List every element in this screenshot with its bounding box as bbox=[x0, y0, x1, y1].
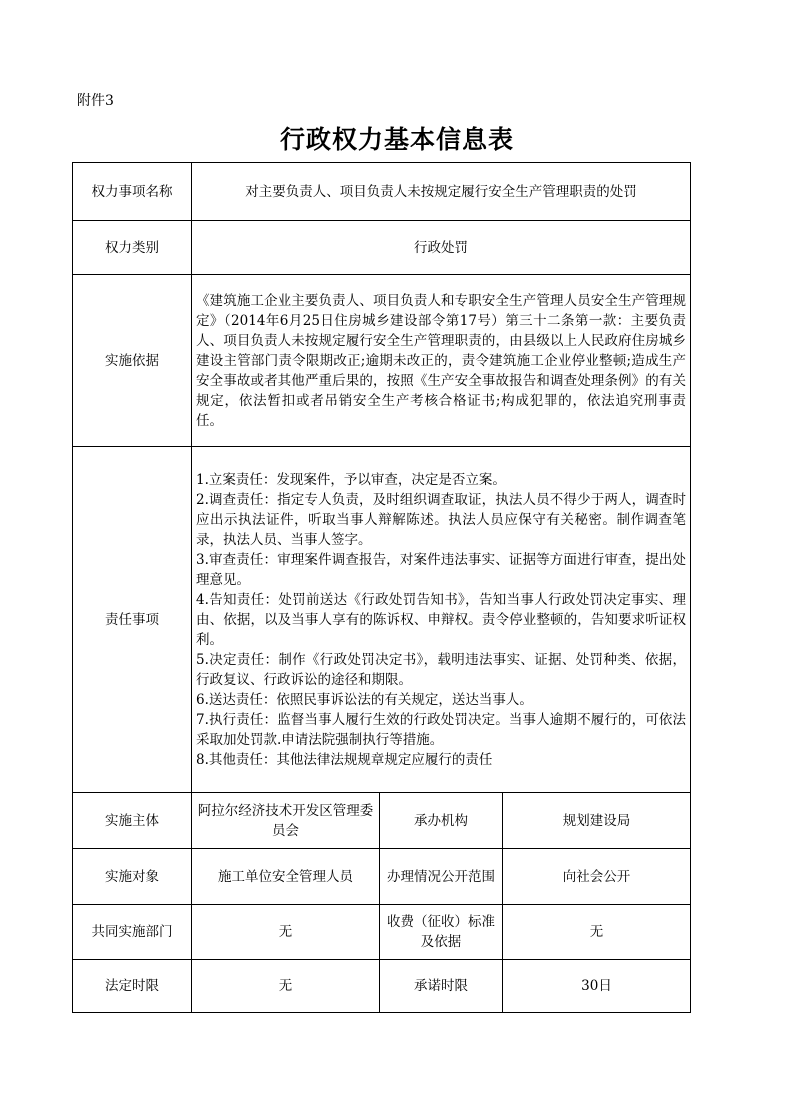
promised-time-label: 承诺时限 bbox=[380, 960, 503, 1013]
co-dept-value: 无 bbox=[192, 905, 380, 960]
row-time-limit bbox=[73, 960, 691, 1013]
co-dept-label: 共同实施部门 bbox=[73, 905, 192, 960]
basis-label: 实施依据 bbox=[73, 275, 192, 447]
duty-item: 3.审查责任：审理案件调查报告，对案件违法事实、证据等方面进行审查，提出处理意见。 bbox=[196, 551, 686, 588]
duty-item: 5.决定责任：制作《行政处罚决定书》，载明违法事实、证据、处罚种类、依据，行政复议、行政诉讼的途径和期限。 bbox=[196, 651, 686, 688]
duty-item: 4.告知责任：处罚前送达《行政处罚告知书》，告知当事人行政处罚决定事实、理由、依据，以及当事人享有的陈诉权、申辩权。责令停业整顿的，告知要求听证权利。 bbox=[196, 591, 686, 648]
time-limit-value: 无 bbox=[192, 960, 380, 1013]
row-co-dept bbox=[73, 905, 691, 960]
row-target bbox=[73, 849, 691, 905]
handling-agency-value: 规划建设局 bbox=[503, 793, 691, 849]
target-value: 施工单位安全管理人员 bbox=[192, 849, 380, 905]
handling-agency-label: 承办机构 bbox=[380, 793, 503, 849]
fee-standard-value: 无 bbox=[503, 905, 691, 960]
row-subject bbox=[73, 793, 691, 849]
disclosure-scope-value: 向社会公开 bbox=[503, 849, 691, 905]
target-label: 实施对象 bbox=[73, 849, 192, 905]
duty-item: 7.执行责任：监督当事人履行生效的行政处罚决定。当事人逾期不履行的，可依法采取加处罚款.申请法院强制执行等措施。 bbox=[196, 711, 686, 748]
row-power-type bbox=[73, 221, 691, 275]
time-limit-label: 法定时限 bbox=[73, 960, 192, 1013]
duty-item: 1.立案责任：发现案件，予以审查，决定是否立案。 bbox=[196, 471, 506, 488]
power-name-label: 权力事项名称 bbox=[73, 163, 192, 221]
disclosure-scope-label: 办理情况公开范围 bbox=[380, 849, 503, 905]
row-duties bbox=[73, 447, 691, 793]
power-name-value: 对主要负责人、项目负责人未按规定履行安全生产管理职责的处罚 bbox=[192, 163, 691, 221]
duty-item: 6.送达责任：依照民事诉讼法的有关规定，送达当事人。 bbox=[196, 691, 533, 708]
row-basis bbox=[73, 275, 691, 447]
promised-time-value: 30日 bbox=[503, 960, 691, 1013]
duty-item: 2.调查责任：指定专人负责，及时组织调查取证，执法人员不得少于两人，调查时应出示执法证件，听取当事人辩解陈述。执法人员应保守有关秘密。制作调查笔录，执法人员、当事人签字。 bbox=[196, 491, 686, 548]
attachment-label: 附件3 bbox=[77, 93, 114, 109]
row-power-name bbox=[73, 163, 691, 221]
duties-label: 责任事项 bbox=[73, 447, 192, 793]
page-title: 行政权力基本信息表 bbox=[279, 125, 514, 154]
fee-standard-label: 收费（征收）标准及依据 bbox=[380, 905, 503, 960]
basis-value: 《建筑施工企业主要负责人、项目负责人和专职安全生产管理人员安全生产管理规定》（2014年6月25日住房城乡建设部令第17号）第三十二条第一款：主要负责人、项目负责人未按规定履行安全生产管理职责的，由县级以上人民政府住房城乡建设主管部门责令限期改正;逾期未改正的，责令建筑施工企业停业整顿;造成生产安全事故或者其他严重后果的，按照《生产安全事故报告和调查处理条例》的有关规定，依法暂扣或者吊销安全生产考核合格证书;构成犯罪的，依法追究刑事责任。 bbox=[192, 275, 691, 447]
duties-value bbox=[192, 447, 691, 793]
power-type-value: 行政处罚 bbox=[192, 221, 691, 275]
subject-label: 实施主体 bbox=[73, 793, 192, 849]
subject-value: 阿拉尔经济技术开发区管理委员会 bbox=[192, 793, 380, 849]
info-table bbox=[72, 162, 691, 1013]
power-type-label: 权力类别 bbox=[73, 221, 192, 275]
duty-item: 8.其他责任：其他法律法规规章规定应履行的责任 bbox=[196, 751, 493, 768]
